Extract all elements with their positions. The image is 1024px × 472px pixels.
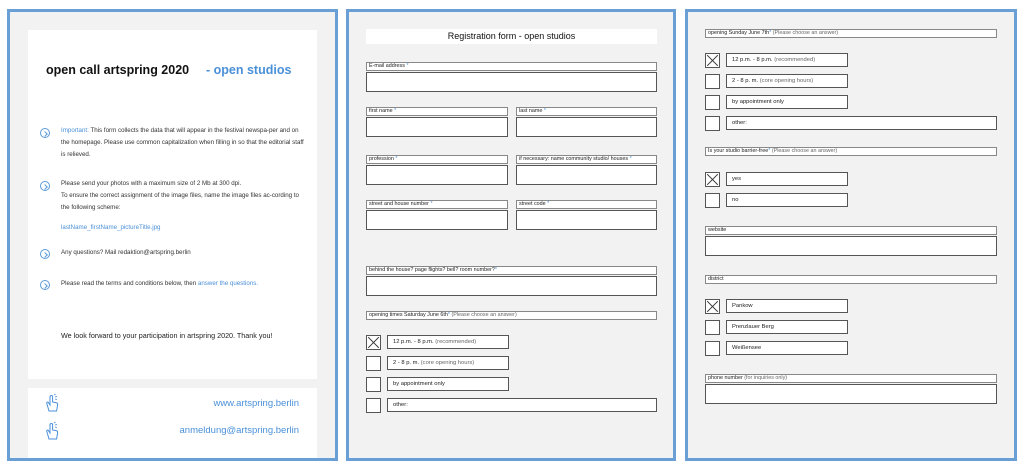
phone-field[interactable]	[705, 384, 997, 404]
barrier-no-option[interactable]: no	[726, 193, 848, 207]
first-name-field[interactable]	[366, 117, 508, 137]
saturday-times-label: opening times Saturday June 6th* (Please choose an answer)	[366, 311, 657, 320]
first-name-label: first name *	[366, 107, 508, 116]
page-title: open call artspring 2020	[46, 63, 190, 77]
sunday-option-1[interactable]: 12 p.m. - 8 p.m. (recommended)	[726, 53, 848, 67]
email-field[interactable]	[366, 72, 657, 92]
district-label: district	[705, 275, 997, 284]
community-field[interactable]	[516, 165, 657, 185]
filename-scheme: lastName_firstName_pictureTitle.jpg	[61, 224, 161, 231]
hand-pointer-icon	[44, 422, 60, 440]
last-name-label: last name *	[516, 107, 657, 116]
thanks-text: We look forward to your participation in artspring 2020. Thank you!	[61, 331, 273, 340]
saturday-checkbox-2[interactable]	[366, 356, 381, 371]
hand-pointer-icon	[44, 394, 60, 412]
website-label: website	[705, 226, 997, 235]
photo-line-1: Please send your photos with a maximum size of 2 Mb at 300 dpi.	[61, 180, 242, 187]
behind-house-field[interactable]	[366, 276, 657, 296]
chevron-circle-icon	[40, 128, 50, 138]
intro-card	[28, 30, 317, 379]
barrier-no-checkbox[interactable]	[705, 193, 720, 208]
street-code-field[interactable]	[516, 210, 657, 230]
sunday-checkbox-3[interactable]	[705, 95, 720, 110]
important-label: Important:	[61, 127, 89, 134]
street-label: street and house number *	[366, 200, 508, 209]
barrier-yes-checkbox[interactable]	[705, 172, 720, 187]
important-note	[61, 125, 306, 161]
last-name-field[interactable]	[516, 117, 657, 137]
email-label: E-mail address *	[366, 62, 657, 71]
website-link[interactable]: www.artspring.berlin	[213, 398, 299, 409]
website-field[interactable]	[705, 236, 997, 256]
form-title: Registration form - open studios	[366, 29, 657, 44]
district-checkbox-1[interactable]	[705, 299, 720, 314]
terms-note	[61, 278, 306, 290]
email-link[interactable]: anmeldung@artspring.berlin	[179, 425, 299, 436]
district-option-2[interactable]: Prenzlauer Berg	[726, 320, 848, 334]
barrier-free-label: Is your studio barrier-free* (Please choose an answer)	[705, 147, 997, 156]
saturday-option-3[interactable]: by appointment only	[387, 377, 509, 391]
district-option-3[interactable]: Weißensee	[726, 341, 848, 355]
barrier-yes-option[interactable]: yes	[726, 172, 848, 186]
registration-form-panel	[346, 9, 676, 461]
answer-questions-link[interactable]: answer the questions.	[197, 280, 259, 287]
photo-line-2: To ensure the correct assignment of the image files, name the image files ac-cording to the following scheme:	[61, 192, 299, 211]
phone-label: phone number (for inquiries only)	[705, 374, 997, 383]
saturday-checkbox-4[interactable]	[366, 398, 381, 413]
chevron-circle-icon	[40, 249, 50, 259]
saturday-option-other[interactable]: other:	[387, 398, 657, 412]
district-checkbox-2[interactable]	[705, 320, 720, 335]
chevron-circle-icon	[40, 280, 50, 290]
important-text: This form collects the data that will appear in the festival newspa-per and on the homepage. Please use common capitalization when filling in so that the editorial staff is relieved.	[61, 127, 304, 158]
chevron-circle-icon	[40, 181, 50, 191]
sunday-checkbox-1[interactable]	[705, 53, 720, 68]
saturday-checkbox-1[interactable]	[366, 335, 381, 350]
saturday-checkbox-3[interactable]	[366, 377, 381, 392]
district-checkbox-3[interactable]	[705, 341, 720, 356]
profession-field[interactable]	[366, 165, 508, 185]
sunday-checkbox-2[interactable]	[705, 74, 720, 89]
profession-label: profession *	[366, 155, 508, 164]
saturday-option-1[interactable]: 12 p.m. - 8 p.m. (recommended)	[387, 335, 509, 349]
intro-panel	[7, 9, 338, 461]
sunday-option-2[interactable]: 2 - 8 p. m. (core opening hours)	[726, 74, 848, 88]
behind-house-label: behind the house? page flights? bell? room number?*	[366, 266, 657, 275]
photo-instructions	[61, 178, 306, 234]
community-label: if necessary: name community studio/ houses *	[516, 155, 657, 164]
terms-text: Please read the terms and conditions below, then	[61, 280, 198, 287]
street-code-label: street code *	[516, 200, 657, 209]
sunday-option-other[interactable]: other:	[726, 116, 997, 130]
district-option-1[interactable]: Pankow	[726, 299, 848, 313]
sunday-option-3[interactable]: by appointment only	[726, 95, 848, 109]
sunday-checkbox-4[interactable]	[705, 116, 720, 131]
questions-text: Any questions? Mail redaktion@artspring.berlin	[61, 249, 191, 256]
registration-form-panel-2	[685, 9, 1017, 461]
saturday-option-2[interactable]: 2 - 8 p. m. (core opening hours)	[387, 356, 509, 370]
street-field[interactable]	[366, 210, 508, 230]
sunday-times-label: opening Sunday June 7th* (Please choose an answer)	[705, 29, 997, 38]
page-subtitle: - open studios	[206, 63, 292, 77]
links-card	[28, 388, 317, 458]
